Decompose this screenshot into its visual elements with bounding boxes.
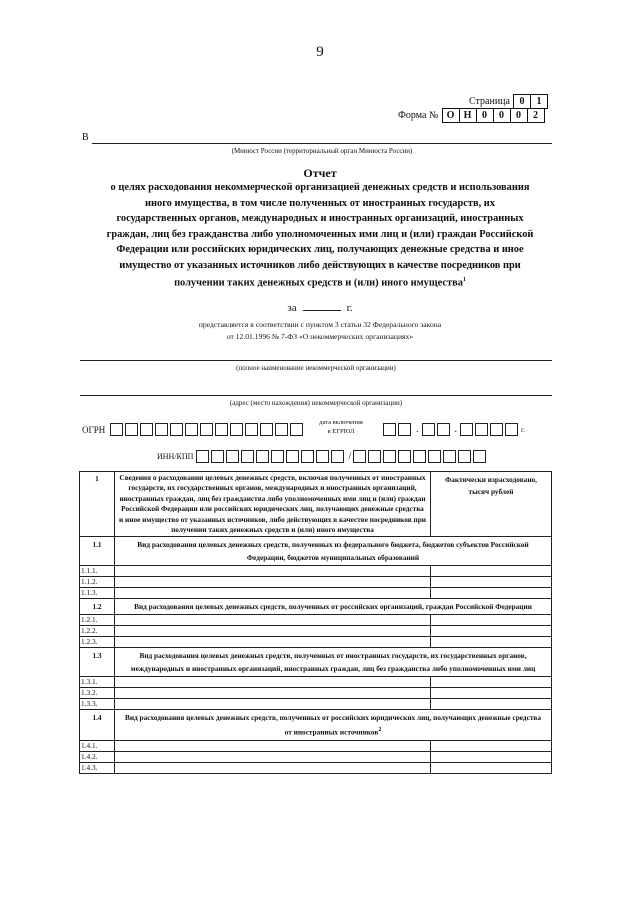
section-num: 1.4 — [80, 710, 115, 740]
inn-input[interactable] — [196, 450, 346, 463]
date-day-box[interactable] — [398, 423, 411, 436]
row-num: 1.2.3. — [80, 637, 115, 648]
expenditure-type-cell[interactable] — [115, 626, 431, 637]
form-code — [442, 108, 545, 123]
inn-box[interactable] — [241, 450, 254, 463]
amount-cell[interactable] — [431, 577, 552, 588]
kpp-box[interactable] — [473, 450, 486, 463]
inn-kpp-row: ИНН/КПП / — [157, 450, 488, 463]
date-year-box[interactable] — [490, 423, 503, 436]
expenditure-type-cell[interactable] — [115, 566, 431, 577]
section-num: 1.3 — [80, 648, 115, 677]
page-label: Страница — [469, 96, 510, 107]
form-code-char: 2 — [527, 108, 545, 123]
legal-basis: представляется в соответствии с пунктом 3 статьи 32 Федерального закона от 12.01.1996 № 7-ФЗ «О некоммерческих организациях» — [198, 320, 442, 341]
inn-box[interactable] — [256, 450, 269, 463]
ogrn-box[interactable] — [230, 423, 243, 436]
form-code-char: Н — [459, 108, 476, 123]
table-row — [80, 688, 552, 699]
recipient-field[interactable] — [92, 131, 552, 144]
amount-cell[interactable] — [431, 740, 552, 751]
org-address-field[interactable] — [80, 387, 552, 396]
inn-box[interactable] — [226, 450, 239, 463]
section-row — [80, 648, 552, 677]
kpp-box[interactable] — [398, 450, 411, 463]
ogrn-box[interactable] — [140, 423, 153, 436]
expenditure-type-cell[interactable] — [115, 577, 431, 588]
org-name-caption: (полное наименование некоммерческой организации) — [236, 364, 396, 372]
table-row — [80, 751, 552, 762]
row-num: 1.3.2. — [80, 688, 115, 699]
table-row — [80, 588, 552, 599]
inn-box[interactable] — [286, 450, 299, 463]
amount-cell[interactable] — [431, 762, 552, 773]
inn-box[interactable] — [196, 450, 209, 463]
expenditure-type-cell[interactable] — [115, 588, 431, 599]
expenditure-table — [79, 471, 552, 774]
table-header-row — [80, 472, 552, 537]
table-row — [80, 577, 552, 588]
section-row — [80, 537, 552, 566]
table-row — [80, 677, 552, 688]
amount-cell[interactable] — [431, 699, 552, 710]
row-num: 1.2.1. — [80, 615, 115, 626]
recipient-prefix: В — [82, 132, 89, 143]
expenditure-type-cell[interactable] — [115, 677, 431, 688]
row-num: 1.3.3. — [80, 699, 115, 710]
amount-cell[interactable] — [431, 626, 552, 637]
year-field[interactable] — [303, 300, 341, 311]
date-year-box[interactable] — [505, 423, 518, 436]
ogrn-box[interactable] — [245, 423, 258, 436]
section-num: 1.2 — [80, 599, 115, 615]
footnote-ref: 2 — [378, 727, 382, 734]
report-subtitle: о целях расходования некоммерческой организацией денежных средств и использования иного имущества, в том числе полученных от иностранных государств, их государственных органов, международных и иностранных организаций, иностранных граждан, лиц без гражданства либо уполномоченных ими лиц и (или) граждан Российской Федерации или российских юридических лиц, получающих денежные средства и иное имущество от указанных источников либо действующих в качестве посредников при получении таких денежных средств и (или) иного имущества$^1$ — [106, 182, 534, 289]
expenditure-type-cell[interactable] — [115, 762, 431, 773]
ogrn-box[interactable] — [170, 423, 183, 436]
expenditure-type-cell[interactable] — [115, 615, 431, 626]
ogrn-box[interactable] — [110, 423, 123, 436]
amount-cell[interactable] — [431, 637, 552, 648]
row-num: 1.4.3. — [80, 762, 115, 773]
inn-box[interactable] — [331, 450, 344, 463]
amount-cell[interactable] — [431, 677, 552, 688]
egrul-date-input[interactable]: . . г. — [383, 423, 525, 436]
ogrn-input[interactable] — [110, 423, 305, 436]
table-row — [80, 740, 552, 751]
ogrn-row — [82, 423, 305, 436]
section-title: Вид расходования целевых денежных средств, полученных от иностранных государств, их государственных органов, международных и иностранных организаций, иностранных граждан, лиц без гражданства либо уполномоченных ими лиц — [115, 648, 552, 677]
table-row — [80, 566, 552, 577]
footnote-ref: 1 — [462, 277, 466, 283]
table-row — [80, 762, 552, 773]
row-num: 1.4.1. — [80, 740, 115, 751]
ogrn-box[interactable] — [185, 423, 198, 436]
form-label: Форма № — [398, 110, 439, 121]
date-year-box[interactable] — [475, 423, 488, 436]
row-num: 1.2.2. — [80, 626, 115, 637]
inn-box[interactable] — [316, 450, 329, 463]
org-name-field[interactable] — [80, 352, 552, 361]
row-num: 1.1.2. — [80, 577, 115, 588]
ogrn-box[interactable] — [215, 423, 228, 436]
kpp-input[interactable] — [353, 450, 488, 463]
row-num: 1.1.1. — [80, 566, 115, 577]
kpp-box[interactable] — [458, 450, 471, 463]
kpp-box[interactable] — [383, 450, 396, 463]
page-digit: 0 — [513, 94, 530, 109]
table-row — [80, 626, 552, 637]
section-row — [80, 710, 552, 740]
table-row — [80, 637, 552, 648]
row-num: 1.4.2. — [80, 751, 115, 762]
form-code-char: 0 — [476, 108, 493, 123]
date-month-box[interactable] — [422, 423, 435, 436]
header-num: 1 — [80, 472, 115, 537]
egrul-date-label: дата включения в ЕГРЮЛ — [319, 419, 363, 435]
row-num: 1.3.1. — [80, 677, 115, 688]
date-day-box[interactable] — [383, 423, 396, 436]
inn-kpp-label: ИНН/КПП — [157, 452, 194, 461]
ogrn-box[interactable] — [200, 423, 213, 436]
ogrn-label: ОГРН — [82, 424, 106, 435]
amount-cell[interactable] — [431, 751, 552, 762]
section-title: Вид расходования целевых денежных средств, полученных от российских юридических лиц, получающих денежные средства от иностранных источников$^2$ — [115, 710, 552, 740]
table-row — [80, 615, 552, 626]
expenditure-type-cell[interactable] — [115, 751, 431, 762]
ogrn-box[interactable] — [275, 423, 288, 436]
expenditure-type-cell[interactable] — [115, 688, 431, 699]
kpp-box[interactable] — [413, 450, 426, 463]
ogrn-box[interactable] — [260, 423, 273, 436]
expenditure-type-cell[interactable] — [115, 637, 431, 648]
page-number: 9 — [316, 44, 324, 60]
amount-cell[interactable] — [431, 615, 552, 626]
inn-box[interactable] — [271, 450, 284, 463]
page-code-row — [469, 94, 548, 109]
expenditure-type-cell[interactable] — [115, 740, 431, 751]
report-title: Отчет — [303, 166, 337, 180]
amount-cell[interactable] — [431, 566, 552, 577]
header-description: Сведения о расходовании целевых денежных средств, включая полученных от иностранных государств, их государственных органов, международных и иностранных организаций, иностранных граждан, лиц без гражданства либо уполномоченных ими лиц и (или) граждан Российской Федерации или российских юридических лиц, получающих денежные средства и иное имущество от указанных источников, либо действующих в качестве посредников при получении таких денежных средств и (или) иного имущества — [115, 472, 431, 537]
page-digit: 1 — [530, 94, 548, 109]
form-code-char: О — [442, 108, 459, 123]
amount-cell[interactable] — [431, 688, 552, 699]
section-num: 1.1 — [80, 537, 115, 566]
form-code-row — [398, 108, 545, 123]
form-code-char: 0 — [510, 108, 527, 123]
form-code-char: 0 — [493, 108, 510, 123]
table-row — [80, 699, 552, 710]
recipient-caption: (Минюст России (территориальный орган Минюста России) — [231, 147, 413, 155]
kpp-box[interactable] — [353, 450, 366, 463]
date-month-box[interactable] — [437, 423, 450, 436]
section-title: Вид расходования целевых денежных средств, полученных от российских организаций, граждан Российской Федерации — [115, 599, 552, 615]
kpp-box[interactable] — [368, 450, 381, 463]
ogrn-box[interactable] — [290, 423, 303, 436]
ogrn-box[interactable] — [155, 423, 168, 436]
expenditure-type-cell[interactable] — [115, 699, 431, 710]
reporting-period: за г. — [287, 302, 353, 314]
date-year-box[interactable] — [460, 423, 473, 436]
ogrn-box[interactable] — [125, 423, 138, 436]
amount-cell[interactable] — [431, 588, 552, 599]
page-digits — [513, 94, 548, 109]
org-address-caption: (адрес (место нахождения) некоммерческой организации) — [229, 399, 403, 407]
inn-box[interactable] — [211, 450, 224, 463]
kpp-box[interactable] — [428, 450, 441, 463]
inn-box[interactable] — [301, 450, 314, 463]
row-num: 1.1.3. — [80, 588, 115, 599]
header-fact-spent: Фактически израсходовано, тысяч рублей — [431, 472, 552, 537]
section-row — [80, 599, 552, 615]
kpp-box[interactable] — [443, 450, 456, 463]
section-title: Вид расходования целевых денежных средств, полученных из федерального бюджета, бюджетов субъектов Российской Федерации, бюджетов муниципальных образований — [115, 537, 552, 566]
